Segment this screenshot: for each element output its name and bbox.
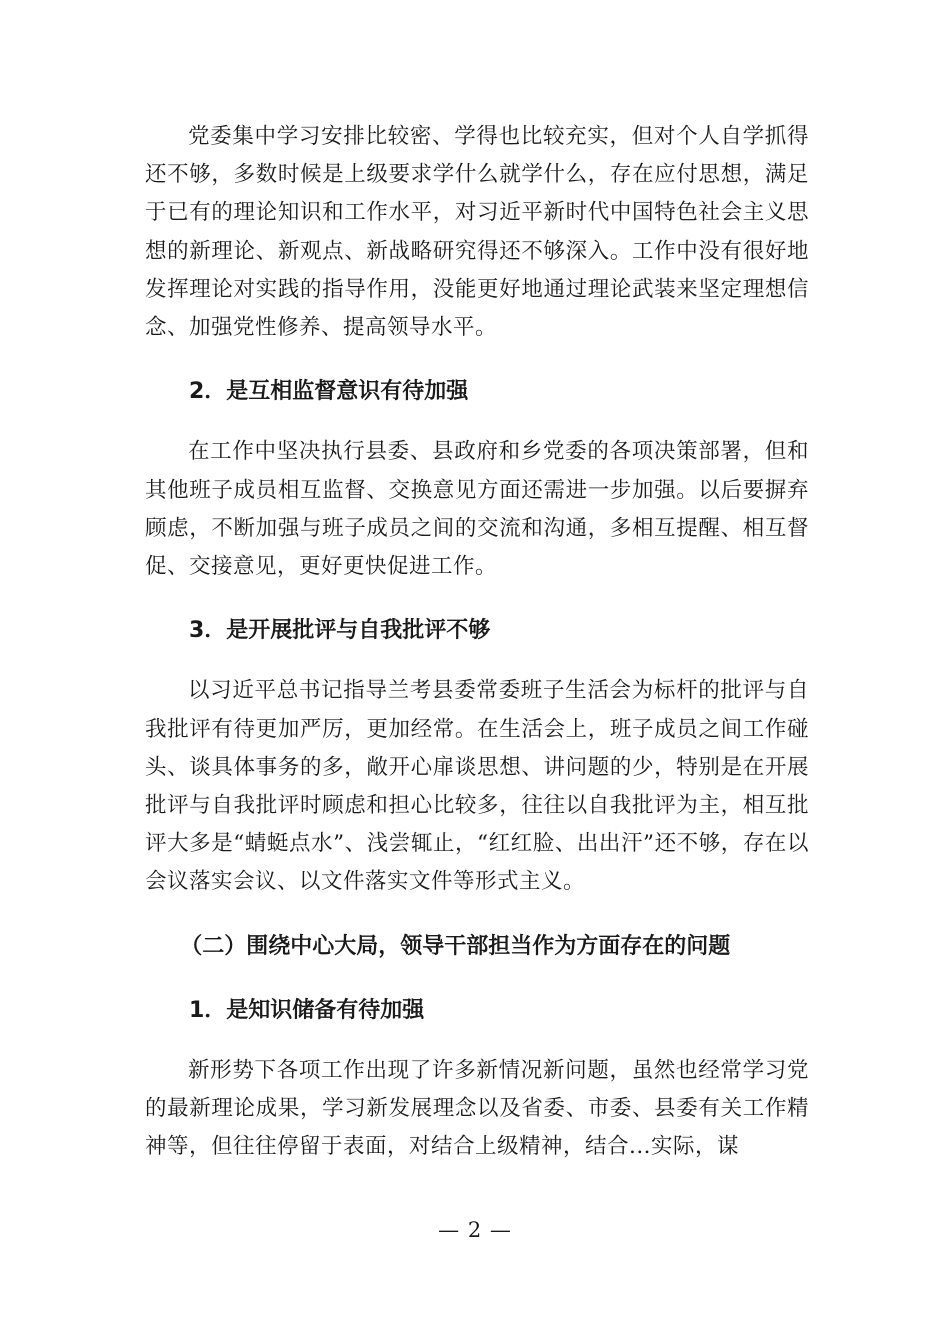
page-number: — 2 — — [438, 1218, 512, 1242]
paragraph-self-study: 党委集中学习安排比较密、学得也比较充实，但对个人自学抓得还不够，多数时候是上级要求学什么就学什么，存在应付思想，满足于已有的理论知识和工作水平，对习近平新时代中国特色社会主义思想的新理论、新观点、新战略研究得还不够深入。工作中没有很好地发挥理论对实践的指导作用，没能更好地通过理论武装来坚定理想信念、加强党性修养、提高领导水平。 — [145, 124, 809, 341]
heading-mutual-supervision: 2．是互相监督意识有待加强 — [189, 379, 469, 405]
document-body — [145, 118, 809, 1167]
section-heading-leadership: （二）围绕中心大局，领导干部担当作为方面存在的问题 — [180, 933, 731, 959]
heading-criticism: 3．是开展批评与自我批评不够 — [189, 618, 491, 644]
paragraph-criticism: 以习近平总书记指导兰考县委常委班子生活会为标杆的批评与自我批评有待更加严厉，更加经常。在生活会上，班子成员之间工作碰头、谈具体事务的多，敞开心扉谈思想、讲问题的少，特别是在开展批评与自我批评时顾虑和担心比较多，往往以自我批评为主，相互批评大多是“蜻蜓点水”、浅尝辄止，“红红脸、出出汗”还不够，存在以会议落实会议、以文件落实文件等形式主义。 — [145, 678, 809, 895]
paragraph-knowledge-reserve: 新形势下各项工作出现了许多新情况新问题，虽然也经常学习党的最新理论成果，学习新发展理念以及省委、市委、县委有关工作精神等，但往往停留于表面，对结合上级精神，结合...实际，谋 — [145, 1058, 809, 1160]
paragraph-mutual-supervision: 在工作中坚决执行县委、县政府和乡党委的各项决策部署，但和其他班子成员相互监督、交换意见方面还需进一步加强。以后要摒弃顾虑，不断加强与班子成员之间的交流和沟通，多相互提醒、相互督促、交接意见，更好更快促进工作。 — [145, 439, 809, 580]
heading-knowledge-reserve: 1．是知识储备有待加强 — [189, 997, 425, 1023]
